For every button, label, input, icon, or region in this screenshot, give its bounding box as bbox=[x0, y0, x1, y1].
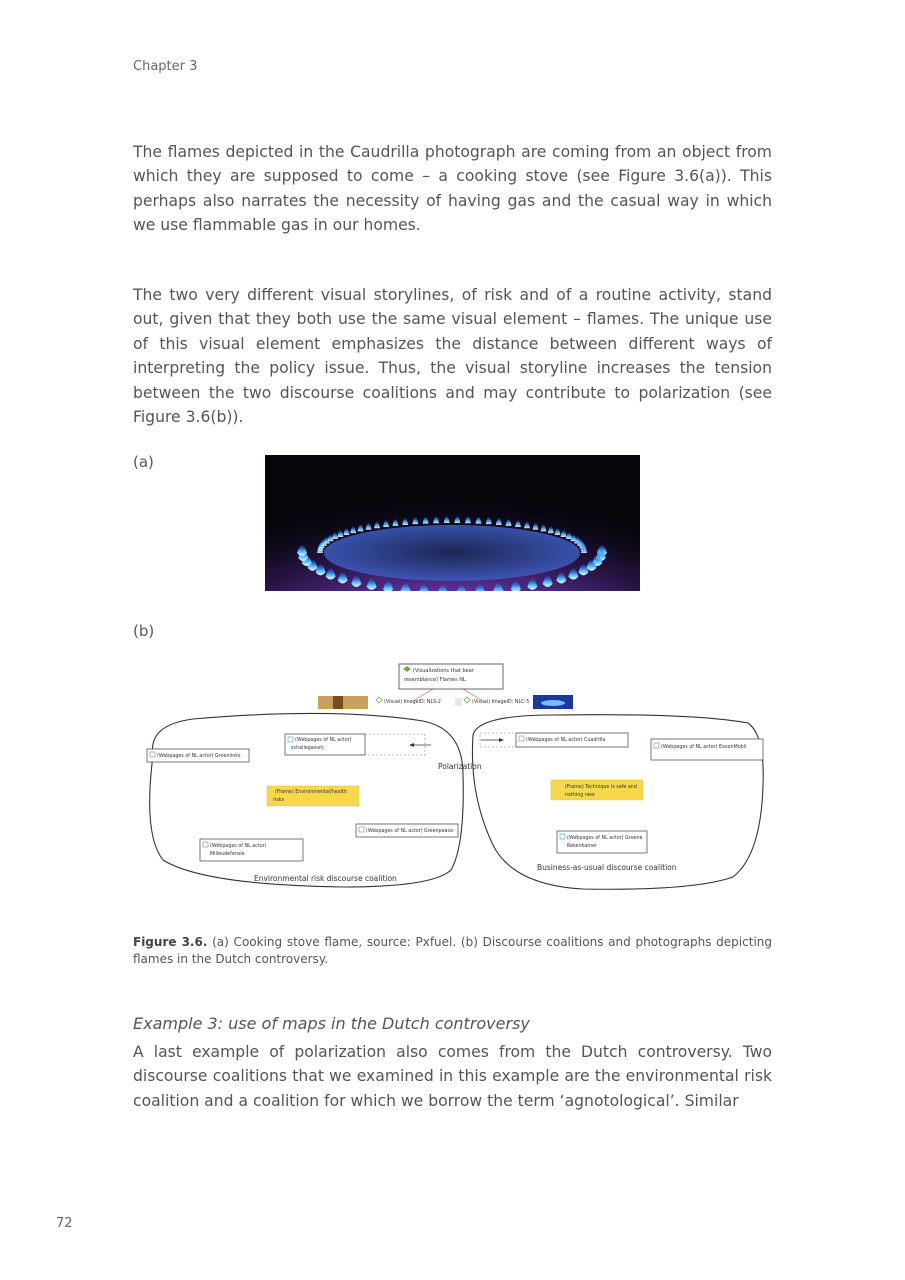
node-milieudefensie bbox=[200, 839, 303, 861]
polarization-label: Polarization bbox=[438, 762, 482, 771]
frame-env-line1: (Frame) Environmental/health bbox=[275, 790, 347, 795]
example-heading: Example 3: use of maps in the Dutch controversy bbox=[133, 1014, 530, 1033]
paragraph-1: The flames depicted in the Caudrilla photograph are coming from an object from which they are supposed to come – a cooking stove (see Figure 3.6(a)). This perhaps also narrates the necessity of having gas and the casual way in which we use flammable gas in our homes. bbox=[133, 143, 772, 235]
node-groene-rekenkamer bbox=[557, 831, 647, 853]
figure-label-b: (b) bbox=[133, 622, 155, 640]
node-top-line1: (Visualizations that bear bbox=[413, 668, 474, 674]
env-coalition-label: Environmental risk discourse coalition bbox=[254, 874, 397, 883]
frame-tech-line1: (Frame) Technique is safe and bbox=[565, 785, 637, 790]
thumbnail-nlc-5-flame bbox=[541, 700, 565, 706]
running-header: Chapter 3 bbox=[133, 59, 198, 74]
visual-left-label: (Visual) ImageID: NLS-2 bbox=[384, 700, 441, 705]
node-exxonmobil-label: (Webpages of NL actor) ExxonMobil bbox=[661, 745, 747, 750]
visual-left-icon bbox=[376, 697, 382, 703]
figure-label-a: (a) bbox=[133, 453, 154, 471]
arrow-right-head bbox=[499, 738, 504, 742]
node-schaliegasvrij-line2: schaliegasvrij bbox=[291, 746, 324, 751]
node-groene-line2: Rekenkamer bbox=[567, 844, 597, 849]
bau-coalition-label: Business-as-usual discourse coalition bbox=[537, 863, 677, 872]
dashed-box-left bbox=[365, 734, 425, 755]
stove-flame-photo bbox=[265, 455, 640, 591]
frame-environmental-health bbox=[267, 786, 359, 806]
node-groenlinks-label: (Webpages of NL actor) Groenlinks bbox=[157, 754, 241, 759]
discourse-coalition-diagram bbox=[133, 655, 773, 903]
stove-flame-drawing bbox=[265, 455, 640, 591]
frame-env-line2: risks bbox=[273, 798, 285, 803]
node-cuadrilla-label: (Webpages of NL actor) Cuadrilla bbox=[526, 738, 606, 743]
node-groene-line1: (Webpages of NL actor) Groene bbox=[567, 836, 643, 841]
visual-right-icon bbox=[464, 697, 470, 703]
thumbnail-nls-2-detail bbox=[333, 696, 343, 709]
node-greenpeace-label: (Webpages of NL actor) Greenpeace bbox=[366, 829, 454, 834]
caption-text: (a) Cooking stove flame, source: Pxfuel. (b) Discourse coalitions and photographs depicting flames in the Dutch controversy. bbox=[133, 935, 772, 966]
visual-right-label: (Visual) ImageID: NLC-5 bbox=[472, 700, 530, 705]
frame-tech-line2: nothing new bbox=[565, 793, 595, 798]
paragraph-3: A last example of polarization also comes from the Dutch controversy. Two discourse coalitions that we examined in this example are the environmental risk coalition and a coalition for which we borrow the term ‘agnotological’. Similar bbox=[133, 1043, 772, 1110]
page-number: 72 bbox=[56, 1216, 73, 1231]
node-schaliegasvrij-line1: (Webpages of NL actor) bbox=[295, 738, 352, 743]
thumbnail-small bbox=[455, 698, 462, 706]
arrow-left-head bbox=[409, 743, 414, 747]
node-top-line2: resemblance) Flames NL bbox=[404, 677, 466, 683]
caption-label: Figure 3.6. bbox=[133, 935, 208, 949]
node-milieudefensie-line2: Milieudefensie bbox=[210, 852, 245, 857]
figure-caption bbox=[133, 934, 772, 968]
paragraph-2: The two very different visual storylines, of risk and of a routine activity, stand out, given that they both use the same visual element – flames. The unique use of this visual element emphasizes the distance between different ways of interpreting the policy issue. Thus, the visual storyline increases the tension between the two discourse coalitions and may contribute to polarization (see Figure 3.6(b)). bbox=[133, 286, 772, 427]
node-milieudefensie-line1: (Webpages of NL actor) bbox=[210, 844, 267, 849]
